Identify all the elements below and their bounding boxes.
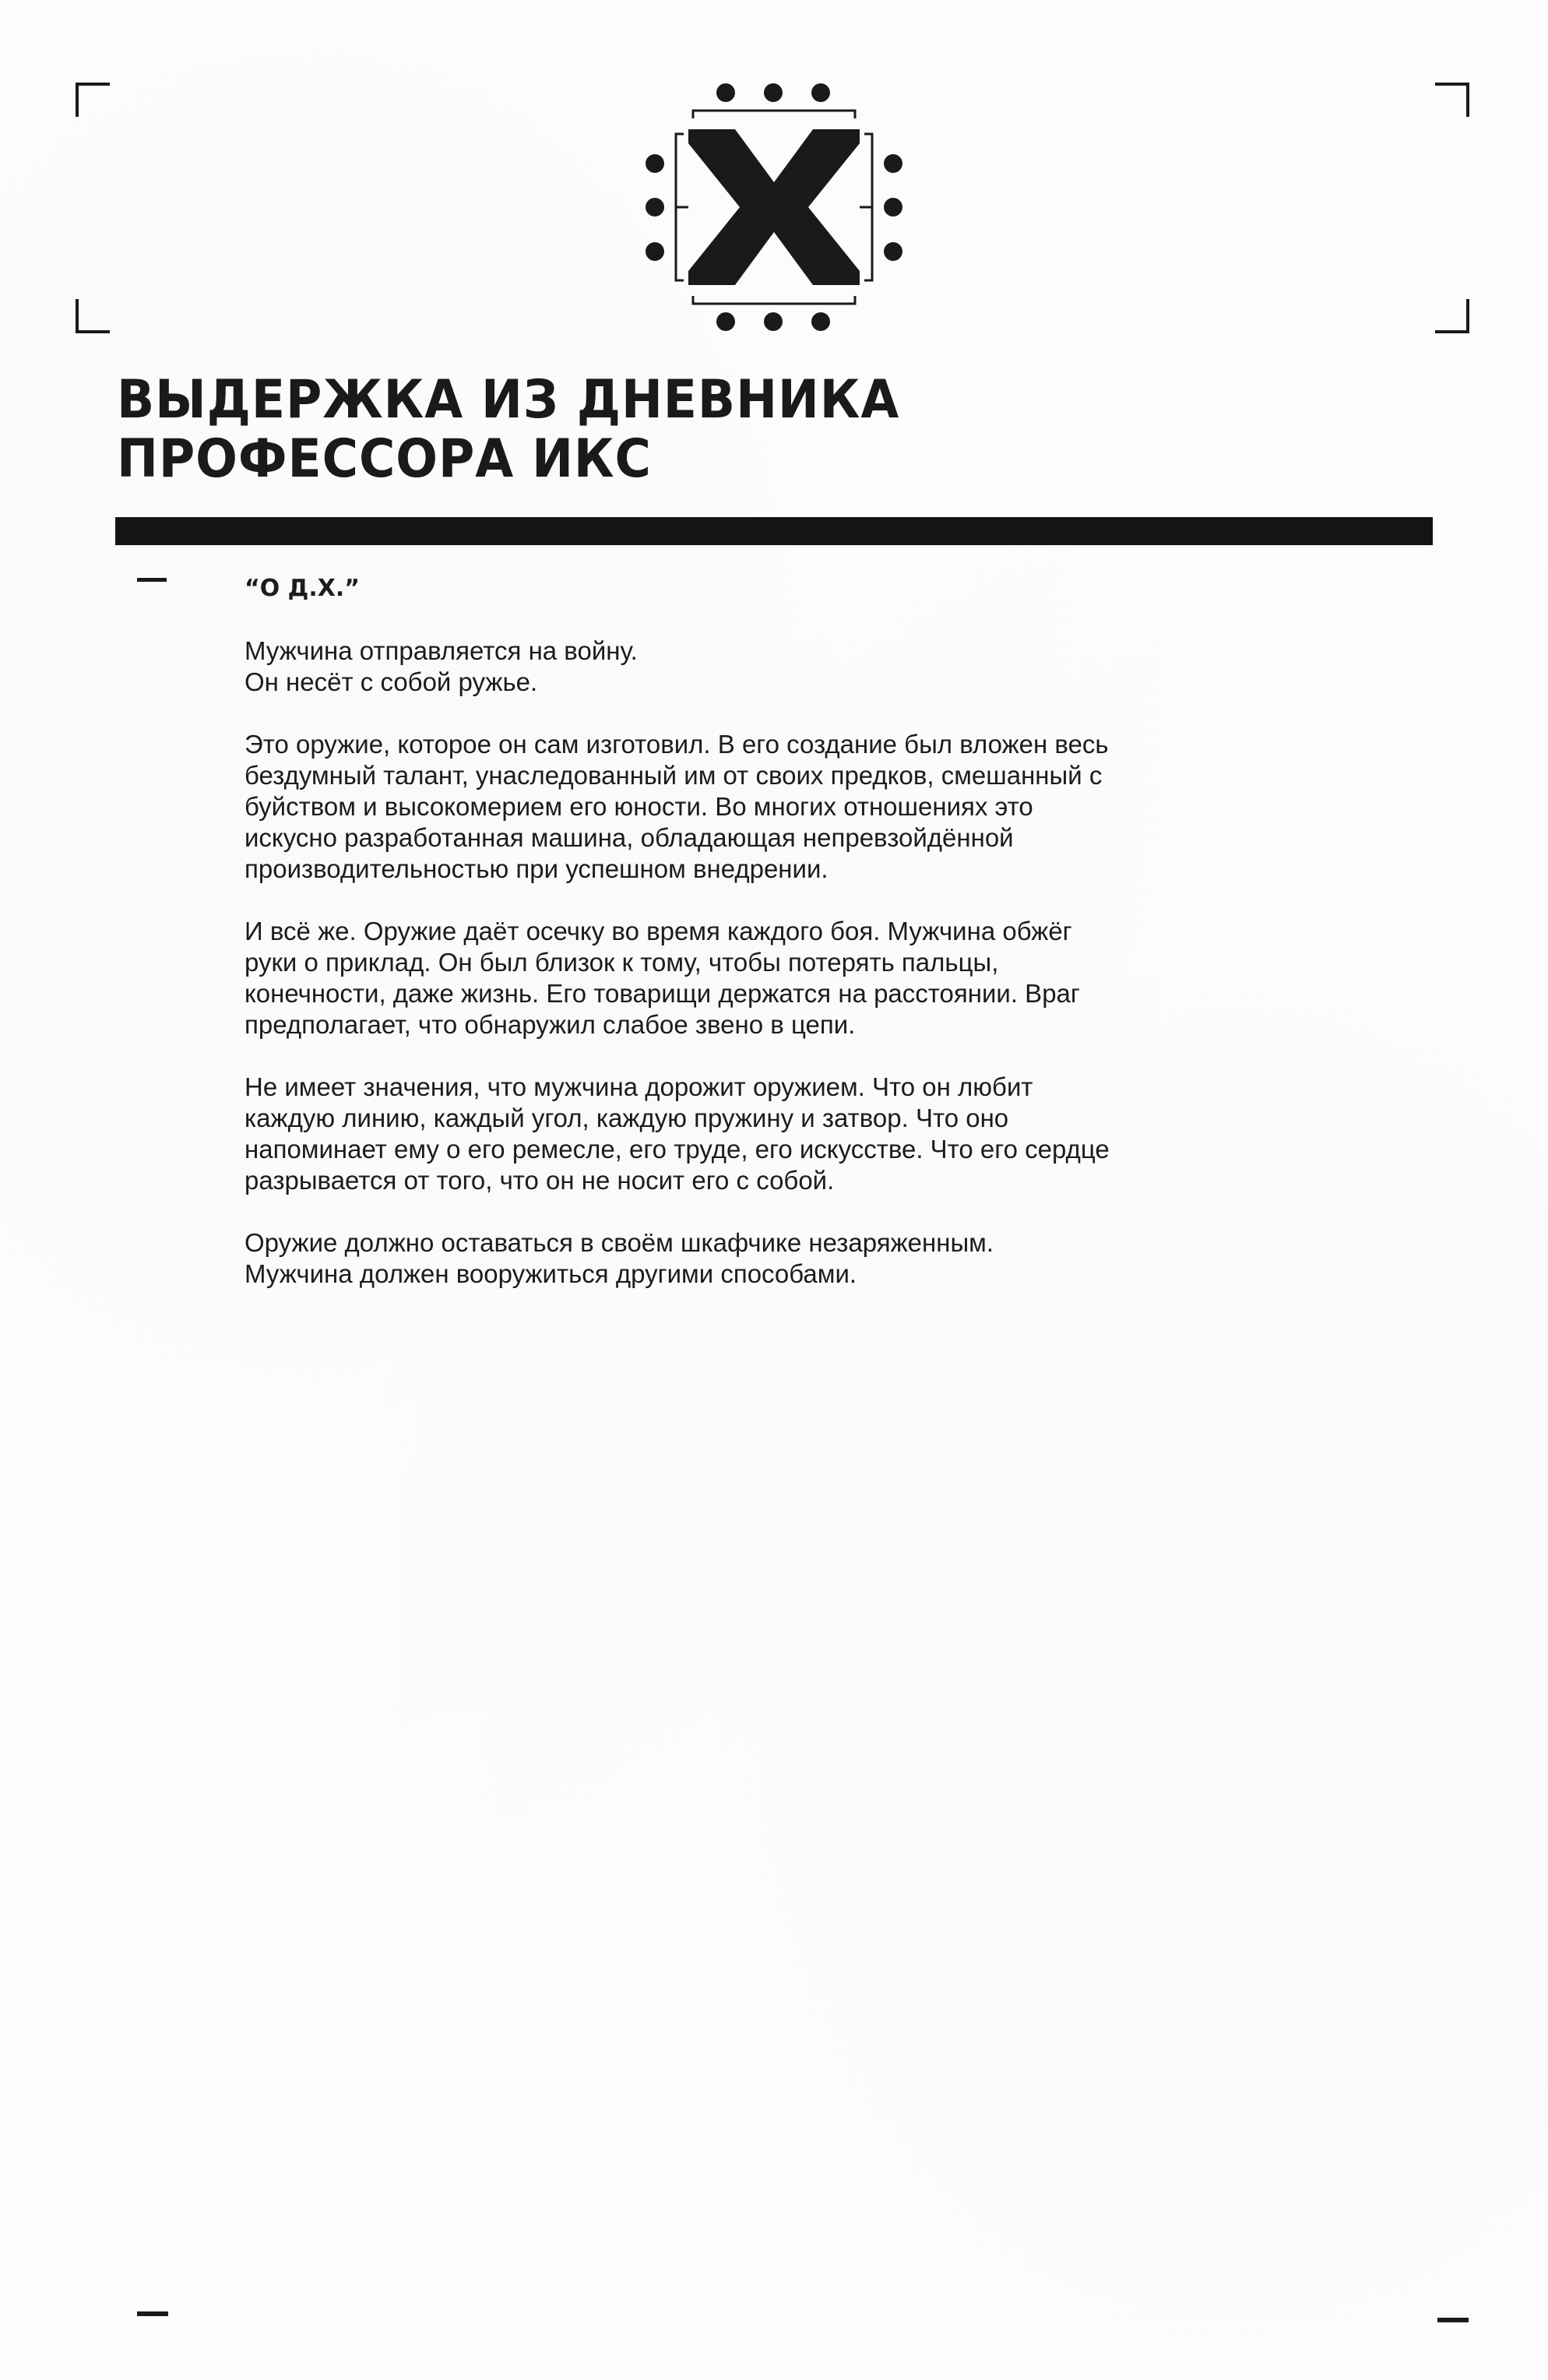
- paragraph-line: производительностью при успешном внедрении.: [245, 854, 829, 883]
- x-emblem-icon: [643, 75, 905, 340]
- emblem-dot: [764, 312, 783, 331]
- paragraph-line: бездумный талант, унаследованный им от своих предков, смешанный с: [245, 761, 1103, 790]
- paragraph-line: предполагает, что обнаружил слабое звено в цепи.: [245, 1010, 856, 1039]
- title-divider-bar: [115, 517, 1433, 545]
- emblem-dot: [716, 83, 735, 102]
- entry-paragraph: [245, 1072, 1257, 1196]
- emblem-dot: [646, 198, 664, 217]
- entry-heading: “О Д.Х.”: [245, 575, 361, 602]
- paragraph-line: Оружие должно оставаться в своём шкафчике незаряженным.: [245, 1228, 994, 1257]
- emblem-dot: [884, 242, 902, 261]
- paragraph-line: буйством и высокомерием его юности. Во многих отношениях это: [245, 792, 1033, 821]
- corner-bracket-bottom-right: [1435, 299, 1469, 333]
- entry-paragraph: [245, 729, 1257, 885]
- diary-entry: [245, 573, 1257, 1321]
- emblem-dot: [646, 242, 664, 261]
- emblem-dot: [811, 312, 830, 331]
- paragraph-line: И всё же. Оружие даёт осечку во время каждого боя. Мужчина обжёг: [245, 917, 1072, 945]
- section-marker-dash: [137, 578, 167, 582]
- entry-paragraph: [245, 635, 1257, 698]
- paragraph-line: разрывается от того, что он не носит его с собой.: [245, 1166, 835, 1195]
- emblem-dot: [884, 154, 902, 173]
- page-title-line-2: ПРОФЕССОРА ИКС: [117, 428, 652, 490]
- paragraph-line: Это оружие, которое он сам изготовил. В его создание был вложен весь: [245, 730, 1109, 759]
- paragraph-line: напоминает ему о его ремесле, его труде, его искусстве. Что его сердце: [245, 1135, 1110, 1164]
- footer-dash-left: [137, 2311, 168, 2316]
- corner-bracket-top-left: [76, 83, 110, 117]
- entry-paragraph: [245, 916, 1257, 1040]
- emblem-bracket-top: [693, 111, 855, 118]
- corner-bracket-top-right: [1435, 83, 1469, 117]
- paragraph-line: Мужчина должен вооружиться другими способами.: [245, 1259, 857, 1288]
- page-title: [117, 371, 1275, 489]
- paragraph-line: искусно разработанная машина, обладающая непревзойдённой: [245, 823, 1014, 852]
- corner-bracket-bottom-left: [76, 299, 110, 333]
- paragraph-line: Не имеет значения, что мужчина дорожит оружием. Что он любит: [245, 1072, 1033, 1101]
- paragraph-line: конечности, даже жизнь. Его товарищи держатся на расстоянии. Враг: [245, 979, 1080, 1008]
- paragraph-line: Он несёт с собой ружье.: [245, 667, 538, 696]
- emblem-dot: [811, 83, 830, 102]
- paragraph-line: Мужчина отправляется на войну.: [245, 636, 638, 665]
- paragraph-line: каждую линию, каждый угол, каждую пружину и затвор. Что оно: [245, 1104, 1009, 1132]
- emblem-dot: [716, 312, 735, 331]
- emblem-bracket-bottom: [693, 296, 855, 304]
- emblem-x-shape: [688, 129, 860, 285]
- page-title-line-1: ВЫДЕРЖКА ИЗ ДНЕВНИКА: [117, 369, 900, 431]
- emblem-dot: [646, 154, 664, 173]
- paragraph-line: руки о приклад. Он был близок к тому, чтобы потерять пальцы,: [245, 948, 999, 977]
- emblem-dot: [884, 198, 902, 217]
- footer-dash-right: [1437, 2318, 1469, 2322]
- emblem-dot: [764, 83, 783, 102]
- entry-paragraph: [245, 1227, 1257, 1290]
